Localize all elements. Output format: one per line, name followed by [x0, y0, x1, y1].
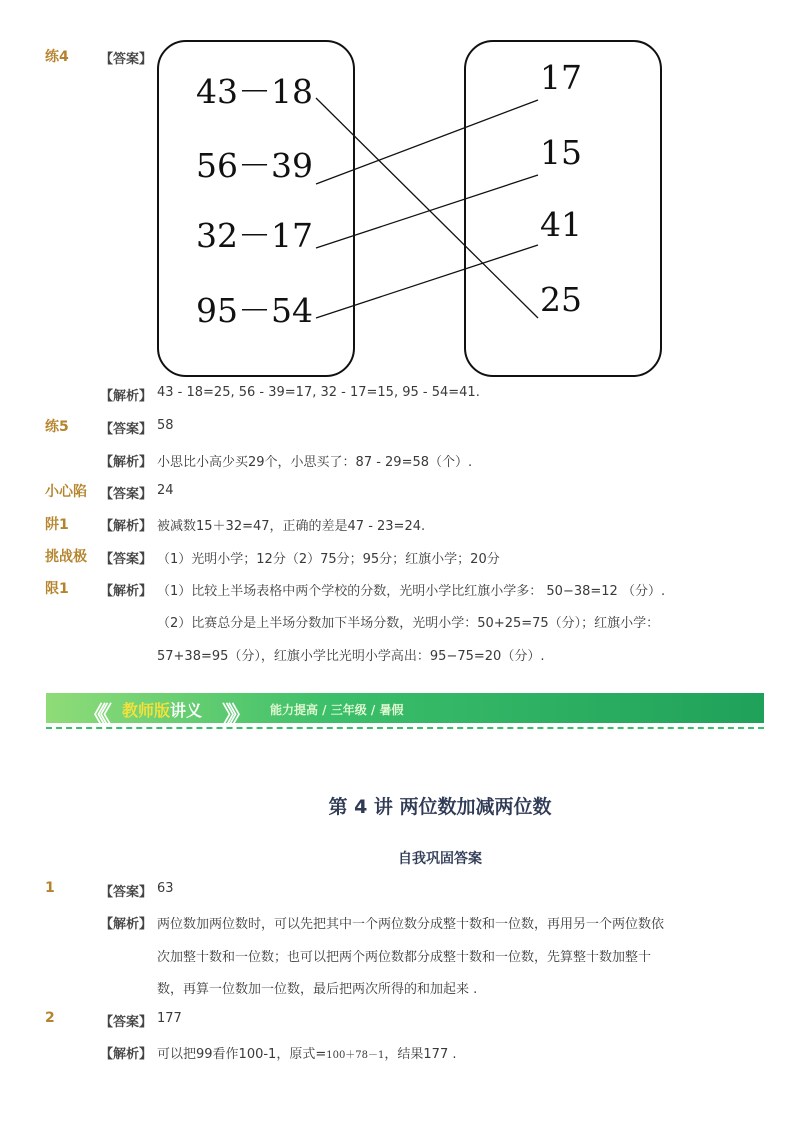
ex4-answer-label: 【答案】: [100, 52, 153, 67]
q1-number: 1: [45, 880, 55, 896]
trap-tag-line2: 阱1: [45, 517, 69, 533]
q1-analysis-line: 次加整十数和一位数；也可以把两个两位数都分成整十数和一位数，先算整十数加整十: [157, 950, 652, 965]
q1-analysis-line: 数，再算一位数加一位数，最后把两次所得的和加起来 .: [157, 982, 478, 997]
ex5-analysis-label: 【解析】: [100, 455, 153, 470]
lecture-title: 第 4 讲 两位数加减两位数: [328, 796, 552, 818]
expr-4: 95－54: [196, 291, 313, 330]
double-chevron-right-icon: 》》: [222, 701, 246, 729]
q1-analysis-label: 【解析】: [100, 917, 153, 932]
banner-title-b: 讲义: [170, 701, 203, 720]
challenge-tag-line1: 挑战极: [45, 549, 87, 565]
challenge-analysis-line: （1）比较上半场表格中两个学校的分数，光明小学比红旗小学多： 50−38=12 （分）.: [157, 584, 666, 599]
result-3: 41: [540, 205, 582, 244]
match-line-4: [316, 245, 538, 318]
challenge-analysis-label: 【解析】: [100, 584, 153, 599]
ex5-analysis: 小思比小高少买29个，小思买了：87 - 29=58（个）.: [157, 455, 473, 470]
q1-analysis-line: 两位数加两位数时，可以先把其中一个两位数分成整十数和一位数，再用另一个两位数依: [157, 917, 665, 932]
trap-answer: 24: [157, 483, 174, 498]
result-1: 17: [540, 58, 582, 97]
q2-analysis-b: ，结果177 .: [384, 1047, 457, 1062]
teacher-banner: [46, 693, 764, 729]
q2-analysis-a: 可以把99看作100-1，原式=: [157, 1047, 327, 1062]
match-line-2: [316, 100, 538, 184]
challenge-answer-label: 【答案】: [100, 552, 153, 567]
banner-title: [122, 698, 202, 721]
q2-analysis-label: 【解析】: [100, 1047, 153, 1062]
challenge-answer: （1）光明小学；12分（2）75分；95分；红旗小学；20分: [157, 552, 500, 567]
q2-formula: 100＋78－1: [326, 1050, 385, 1061]
expr-3: 32－17: [196, 216, 313, 255]
challenge-tag-line2: 限1: [45, 581, 69, 597]
ex4-analysis-label: 【解析】: [100, 389, 153, 404]
trap-analysis-label: 【解析】: [100, 519, 153, 534]
challenge-analysis-line: 57+38=95（分），红旗小学比光明小学高出：95−75=20（分）.: [157, 649, 545, 664]
q1-answer-label: 【答案】: [100, 885, 153, 900]
double-chevron-left-icon: 《《: [82, 701, 106, 729]
lecture-subtitle: 自我巩固答案: [398, 851, 482, 867]
trap-tag-line1: 小心陷: [45, 484, 87, 500]
q2-analysis: [157, 1043, 456, 1062]
match-line-3: [316, 175, 538, 248]
ex5-tag: 练5: [45, 419, 69, 435]
match-line-1: [316, 98, 538, 318]
result-2: 15: [540, 133, 582, 172]
trap-analysis: 被减数15＋32=47，正确的差是47 - 23=24.: [157, 519, 426, 534]
banner-path: 能力提高 / 三年级 / 暑假: [270, 703, 404, 717]
ex4-analysis: 43 - 18=25, 56 - 39=17, 32 - 17=15, 95 - 54=41.: [157, 385, 480, 400]
ex4-tag: 练4: [45, 49, 69, 65]
banner-title-a: 教师版: [122, 701, 171, 720]
ex5-answer-label: 【答案】: [100, 422, 153, 437]
result-4: 25: [540, 280, 582, 319]
banner-dashed-divider: [46, 727, 764, 729]
expr-1: 43－18: [196, 72, 313, 111]
q1-answer: 63: [157, 881, 174, 896]
trap-answer-label: 【答案】: [100, 487, 153, 502]
expr-2: 56－39: [196, 146, 313, 185]
challenge-analysis-line: （2）比赛总分是上半场分数加下半场分数，光明小学：50+25=75（分）；红旗小学：: [157, 616, 660, 631]
q2-answer: 177: [157, 1011, 182, 1026]
matching-svg: [0, 0, 800, 390]
q2-number: 2: [45, 1010, 55, 1026]
ex5-answer: 58: [157, 418, 174, 433]
q2-answer-label: 【答案】: [100, 1015, 153, 1030]
